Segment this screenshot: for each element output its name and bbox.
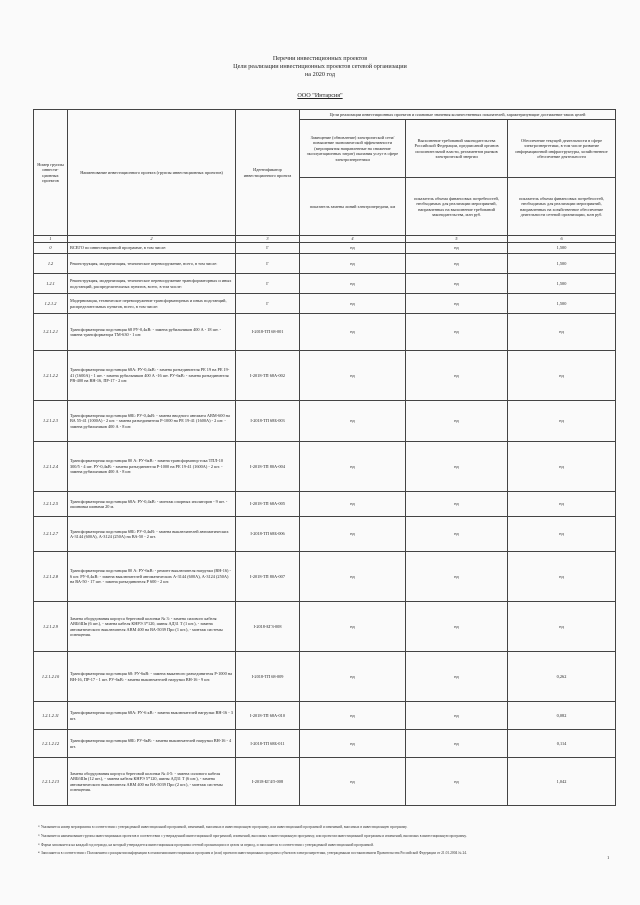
row-project-name: Замена оборудования корпуса береговой колонки № 3: - замена силового кабеля АВБбШв (6 шт.), - замена кабеля КНРЭ 3*120, шины АД31 Т (1 шт.), - замена автоматического выключателя АВМ 400 на ВА-5039 Про (1 шт.), - монтаж системы освещения. [68, 602, 236, 652]
header-group-number: Номер группы инвести-ционных проектов [34, 110, 68, 236]
column-number: 5 [406, 236, 508, 243]
row-value-legal-mln: нд [406, 314, 508, 351]
row-project-id: I-2018-ТП 68-001 [236, 314, 300, 351]
row-value-legal-mln: нд [406, 652, 508, 702]
row-project-name: Трансформаторная подстанция 80 А: РУ-6кВ: - ремонт выключателя нагрузки (ВН-16) - 6 шт. РУ-0,4кВ: - замена выключателей автоматических А-3144 (600А), А-3124 (250А) на ВА-50 - 17 шт. - замена разъединителя Р 600 - 2 шт. [68, 552, 236, 602]
row-value-lines-km: нд [300, 492, 406, 517]
table-row [34, 652, 616, 702]
row-value-legal-mln: нд [406, 442, 508, 492]
footnote-3: ³⁾ Форма заполняется на каждый год периода, на который утверждается инвестиционная программа сетевой организации и в целом за период, и заполняется в соответствии с утвержденной инвестиционной программой. [38, 843, 374, 847]
row-value-lines-km: нд [300, 401, 406, 442]
row-number: 1.2.1.2.1 [34, 314, 68, 351]
row-number: 1.2.1.2 [34, 294, 68, 314]
row-number: 1.2.1.2.3 [34, 401, 68, 442]
row-value-operations-mln: нд [508, 314, 616, 351]
column-number: 3 [236, 236, 300, 243]
row-project-id: I-2018-ТП 68-009 [236, 652, 300, 702]
row-value-lines-km: нд [300, 243, 406, 254]
row-project-name: Трансформаторная подстанция 68А: РУ-6 кВ: - замена выключателей нагрузки ВН-16 - 3 шт. [68, 702, 236, 730]
footnote-1: ¹⁾ Указывается номер мероприятия в соответствии с утвержденной инвестиционной программой, изменений, вносимых в инвестиционную программу, или инвестиционной программой и изменений, вносимых в инвестиционную программу. [38, 825, 408, 829]
row-project-id: I-2018-ТП 68А-005 [236, 492, 300, 517]
header-project-id: Идентификатор инвестиционного проекта [236, 110, 300, 236]
row-project-name: Трансформаторная подстанция 68 РУ-0,4кВ: - замена рубильников 400 А - 18 шт. - замена трансформатора ТМ-630 - 1 шт. [68, 314, 236, 351]
row-project-name: Трансформаторная подстанция 80 А: РУ-6кВ: - замена трансформатор тока ТПЛ-10 300/5 - 4 шт. РУ-0,4кВ: - замена разъединителя Р-1000 на РЕ 19-41 (1600А) - 2 шт. - замена рубильников 400 А - 8 шт. [68, 442, 236, 492]
row-project-name: Трансформаторная подстанция 68: РУ-6кВ: - замена выкатного разъединителя Р-1000 на ВН-16, ПР-17 - 1 шт. РУ-6кВ: - замена выключателей нагрузки ВН-16 - 9 шт. [68, 652, 236, 702]
table-row [34, 243, 616, 254]
table-row [34, 314, 616, 351]
row-project-id: I-2018-ТП 80А-004 [236, 442, 300, 492]
row-number: 0 [34, 243, 68, 254]
header-goal-3: Обеспечение текущей деятельности в сфере электроэнергетики, в том числе развитие информационной инфраструктуры, хозяйственное обеспечение деятельности [508, 120, 616, 178]
table-row [34, 442, 616, 492]
table-row [34, 758, 616, 806]
header-goal-1: Замещение (обновление) электрической сети/повышение экономической эффективности (мероприятия направленные на снижение эксплуатационных затрат) оказания услуг в сфере электроэнергетики [300, 120, 406, 178]
row-project-name: Реконструкция, модернизация, техническое перевооружение трансформаторных и иных подстанций, распределительных пунктов, всего, в том числе: [68, 274, 236, 294]
row-value-legal-mln: нд [406, 401, 508, 442]
row-value-lines-km: нд [300, 552, 406, 602]
row-project-name: Реконструкция, модернизация, техническое перевооружение, всего, в том числе: [68, 254, 236, 274]
header-indicator-2: показатель объема финансовых потребностей, необходимых для реализации мероприятий, направленных на выполнение требований законодательства, млн руб. [406, 178, 508, 236]
row-value-lines-km: нд [300, 517, 406, 552]
footnote-4: ⁴⁾ Заполняется в соответствии с Положением о раскрытии информации в отношении инвестиционных программ и (или) проектов инвестиционных программ субъектов электроэнергетики, утвержденным постановлением Правительства Российской Федерации от 21.01.2004 № 24. [38, 851, 468, 855]
footnote-2: ²⁾ Указывается наименование группы инвестиционных проектов в соответствии с утвержденной инвестиционной программой, изменений, вносимых в инвестиционную программу, или проектом инвестиционной программы и изменений, вносимых в инвестиционную программу. [38, 834, 467, 838]
row-number: 1.2.1.2.12 [34, 730, 68, 758]
row-value-legal-mln: нд [406, 602, 508, 652]
row-project-name: ВСЕГО по инвестиционной программе, в том числе: [68, 243, 236, 254]
row-value-lines-km: нд [300, 294, 406, 314]
table-row [34, 254, 616, 274]
header-indicator-1: показатель замены линий электропередачи, км [300, 178, 406, 236]
row-project-name: Трансформаторная подстанция 68Б: РУ-0,4кВ: - замена вводного автомата АВМ-600 на ВА 55-41 (1000А) - 2 шт. - замена разъединителя Р-1000 на РЕ 19-41 (1600А) - 2 шт. - замена рубильников 400 А - 8 шт. [68, 401, 236, 442]
row-value-operations-mln: нд [508, 351, 616, 401]
row-value-lines-km: нд [300, 602, 406, 652]
row-value-operations-mln: нд [508, 517, 616, 552]
row-value-operations-mln: нд [508, 552, 616, 602]
column-number: 1 [34, 236, 68, 243]
column-numbers-row [34, 236, 616, 243]
row-value-lines-km: нд [300, 442, 406, 492]
table-row [34, 552, 616, 602]
row-value-lines-km: нд [300, 702, 406, 730]
row-number: 1.2.1.2.4 [34, 442, 68, 492]
row-project-id: I-2018-ТП 68Б-003 [236, 401, 300, 442]
row-project-id: I-2018-БГЗ-008 [236, 602, 300, 652]
table-row [34, 294, 616, 314]
row-value-operations-mln: нд [508, 442, 616, 492]
row-number: 1.2.1.2.8 [34, 552, 68, 602]
document-title-line-2: Цели реализации инвестиционных проектов сетевой организации [233, 63, 407, 70]
table-row [34, 351, 616, 401]
row-value-operations-mln: 1,500 [508, 243, 616, 254]
table-row [34, 401, 616, 442]
row-project-id: I-2018-ТП 68А-010 [236, 702, 300, 730]
row-project-id: I-2018-ТП 68Б-006 [236, 517, 300, 552]
row-project-id: I-2018-ТП 68А-002 [236, 351, 300, 401]
row-number: 1.2.1.2.2 [34, 351, 68, 401]
row-value-operations-mln: 0,082 [508, 702, 616, 730]
header-indicator-3: показатель объема финансовых потребностей, необходимых для реализации мероприятий, направленных на хозяйственное обеспечение деятельности сетевой организации, млн руб. [508, 178, 616, 236]
row-value-lines-km: нд [300, 274, 406, 294]
table-row [34, 517, 616, 552]
row-project-id: Г [236, 243, 300, 254]
row-value-legal-mln: нд [406, 758, 508, 806]
row-value-operations-mln: 1,042 [508, 758, 616, 806]
row-project-name: Трансформаторная подстанция 68А: РУ-0,4кВ: - замена разъединителя РЕ 19 на РЕ 19-41 (1600А) - 1 шт. - замена рубильников 400 А -16 шт. РУ-6кВ: - замена разъединителя РВ-400 на ВН-16, ПР-17 - 2 шт. [68, 351, 236, 401]
row-value-lines-km: нд [300, 314, 406, 351]
row-value-legal-mln: нд [406, 492, 508, 517]
row-number: 1.2 [34, 254, 68, 274]
row-project-id: I-2018-ТП 68Б-011 [236, 730, 300, 758]
row-number: 1.2.1.2.13 [34, 758, 68, 806]
row-number: 1.2.1.2.11 [34, 702, 68, 730]
row-value-legal-mln: нд [406, 351, 508, 401]
row-number: 1.2.1 [34, 274, 68, 294]
header-project-name: Наименование инвестиционного проекта (группы инвестиционных проектов) [68, 110, 236, 236]
row-value-legal-mln: нд [406, 294, 508, 314]
column-number: 2 [68, 236, 236, 243]
row-project-id: Г [236, 294, 300, 314]
row-value-legal-mln: нд [406, 243, 508, 254]
row-value-operations-mln: нд [508, 602, 616, 652]
row-value-legal-mln: нд [406, 517, 508, 552]
row-value-lines-km: нд [300, 652, 406, 702]
row-value-legal-mln: нд [406, 254, 508, 274]
row-value-legal-mln: нд [406, 552, 508, 602]
row-value-legal-mln: нд [406, 730, 508, 758]
document-year-line: на 2020 год [305, 71, 335, 78]
row-project-name: Трансформаторная подстанция 68А: РУ-0,4кВ: - монтаж опорных изоляторов - 9 шт. - ошиновка шинами 20 м. [68, 492, 236, 517]
row-value-operations-mln: 0,262 [508, 652, 616, 702]
investment-projects-table [33, 109, 616, 806]
row-value-operations-mln: 1,500 [508, 254, 616, 274]
table-row [34, 602, 616, 652]
column-number: 6 [508, 236, 616, 243]
row-value-lines-km: нд [300, 254, 406, 274]
page-number: 1 [607, 855, 610, 860]
row-number: 1.2.1.2.10 [34, 652, 68, 702]
row-value-operations-mln: 1,500 [508, 274, 616, 294]
row-project-id: I-2018-ТП 80А-007 [236, 552, 300, 602]
row-project-name: Трансформаторная подстанция 68Б: РУ-0,4кВ: - замена выключателей автоматических А-3144 (600А), А-3124 (250А) на ВА-50 - 2 шт. [68, 517, 236, 552]
row-value-lines-km: нд [300, 351, 406, 401]
row-value-legal-mln: нд [406, 702, 508, 730]
row-number: 1.2.1.2.9 [34, 602, 68, 652]
document-title-line-1: Перечни инвестиционных проектов [272, 55, 368, 62]
row-value-operations-mln: нд [508, 401, 616, 442]
company-name: ООО "Интарсия" [297, 92, 343, 99]
row-value-operations-mln: 0,114 [508, 730, 616, 758]
row-project-name: Трансформаторная подстанция 68Б: РУ-6кВ: - замена выключателей нагрузки ВН-16 - 4 шт. [68, 730, 236, 758]
table-row [34, 730, 616, 758]
row-value-lines-km: нд [300, 758, 406, 806]
row-value-legal-mln: нд [406, 274, 508, 294]
column-number: 4 [300, 236, 406, 243]
row-number: 1.2.1.2.5 [34, 492, 68, 517]
header-goals-span: Цели реализации инвестиционных проектов и плановые значения количественных показателей, характеризующие достижение таких целей [300, 110, 616, 120]
row-value-operations-mln: 1,500 [508, 294, 616, 314]
row-project-id: I-2018-БГ4/5-008 [236, 758, 300, 806]
row-value-operations-mln: нд [508, 492, 616, 517]
row-value-lines-km: нд [300, 730, 406, 758]
row-project-name: Модернизация, техническое перевооружение трансформаторных и иных подстанций, распределительных пунктов, всего, в том числе: [68, 294, 236, 314]
row-number: 1.2.1.2.7 [34, 517, 68, 552]
table-row [34, 492, 616, 517]
table-row [34, 702, 616, 730]
table-row [34, 274, 616, 294]
row-project-id: Г [236, 254, 300, 274]
row-project-id: Г [236, 274, 300, 294]
header-goal-2: Выполнение требований законодательства Российской Федерации, предписаний органов исполнительной власти, регламентов рынков электрической энергии [406, 120, 508, 178]
row-project-name: Замена оборудования корпуса береговой колонки № 4-5: - замена силового кабеля АВБбШв (12 шт.), - замена кабеля КНРЭ 5*120, шины АД31 Т (6 шт.), - замена автоматического выключателя АВМ 400 на ВА-5039 Про (2 шт.), - монтаж системы освещения. [68, 758, 236, 806]
